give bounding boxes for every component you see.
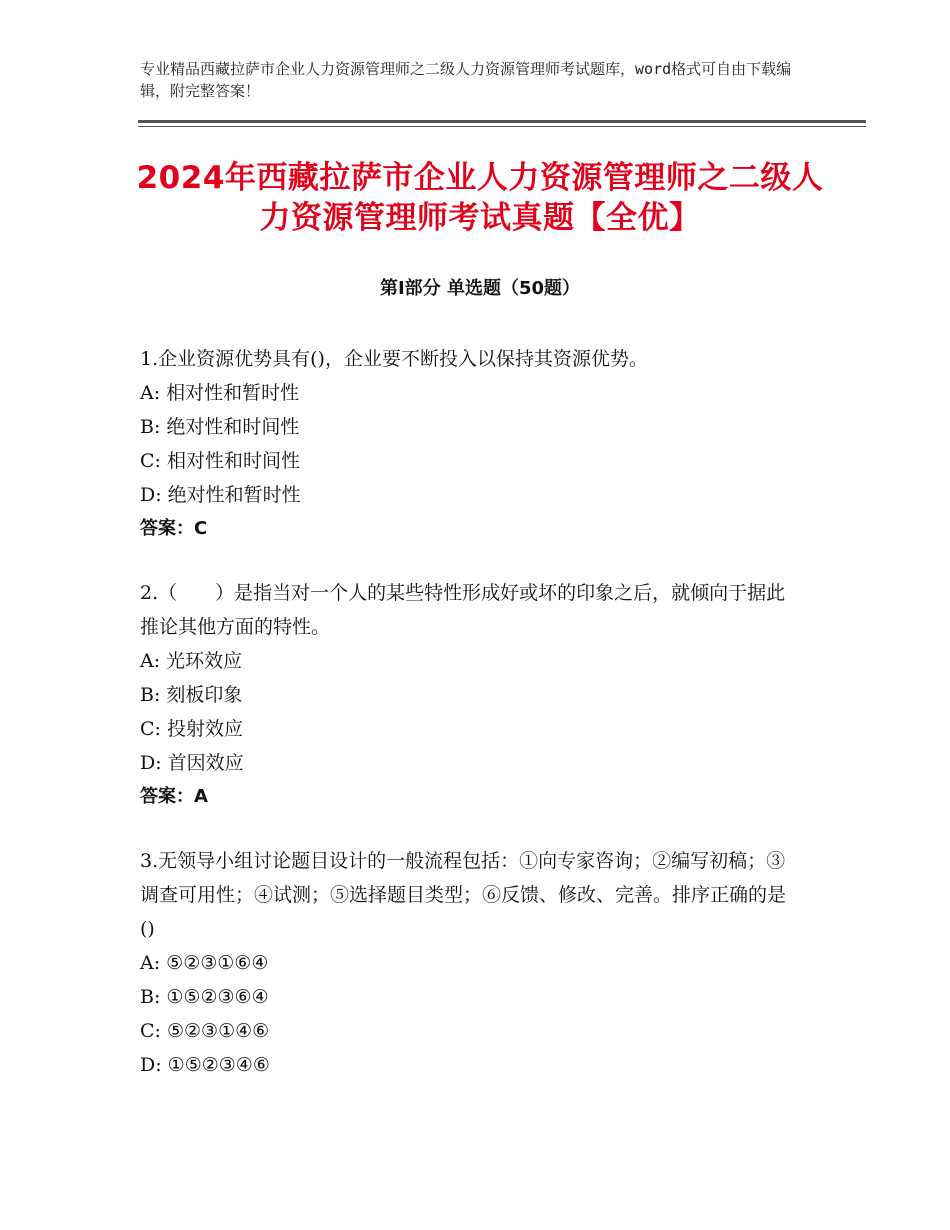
option-b: B: 刻板印象	[140, 684, 243, 706]
question-stem: 3.无领导小组讨论题目设计的一般流程包括：①向专家咨询；②编写初稿；③调查可用性；④试测；⑤选择题目类型；⑥反馈、修改、完善。排序正确的是()	[140, 850, 787, 940]
document-title: 2024年西藏拉萨市企业人力资源管理师之二级人力资源管理师考试真题【全优】	[136, 160, 824, 236]
option-c: C: ⑤②③①④⑥	[140, 1020, 270, 1042]
header-divider	[138, 120, 866, 123]
answer: 答案：A	[140, 786, 208, 807]
option-b: B: ①⑤②③⑥④	[140, 986, 269, 1008]
question-stem: 2.（ ）是指当对一个人的某些特性形成好或坏的印象之后，就倾向于据此推论其他方面的特性。	[140, 582, 786, 638]
option-c: C: 投射效应	[140, 718, 243, 740]
question-stem: 1.企业资源优势具有()，企业要不断投入以保持其资源优势。	[140, 348, 648, 370]
header-divider-thin	[138, 126, 866, 127]
option-a: A: 相对性和暂时性	[140, 382, 300, 404]
option-a: A: 光环效应	[140, 650, 243, 672]
option-a: A: ⑤②③①⑥④	[140, 952, 269, 974]
section-heading: 第Ⅰ部分 单选题（50题）	[379, 278, 580, 299]
question-3	[140, 844, 800, 1082]
option-c: C: 相对性和时间性	[140, 450, 300, 472]
option-d: D: 首因效应	[140, 752, 244, 774]
question-1	[140, 342, 800, 546]
answer: 答案：C	[140, 518, 208, 539]
option-b: B: 绝对性和时间性	[140, 416, 300, 438]
question-list	[140, 342, 800, 1112]
option-d: D: 绝对性和暂时性	[140, 484, 301, 506]
question-2	[140, 576, 800, 814]
header-note: 专业精品西藏拉萨市企业人力资源管理师之二级人力资源管理师考试题库，word格式可自由下载编辑，附完整答案！	[140, 60, 792, 100]
option-d: D: ①⑤②③④⑥	[140, 1054, 270, 1076]
